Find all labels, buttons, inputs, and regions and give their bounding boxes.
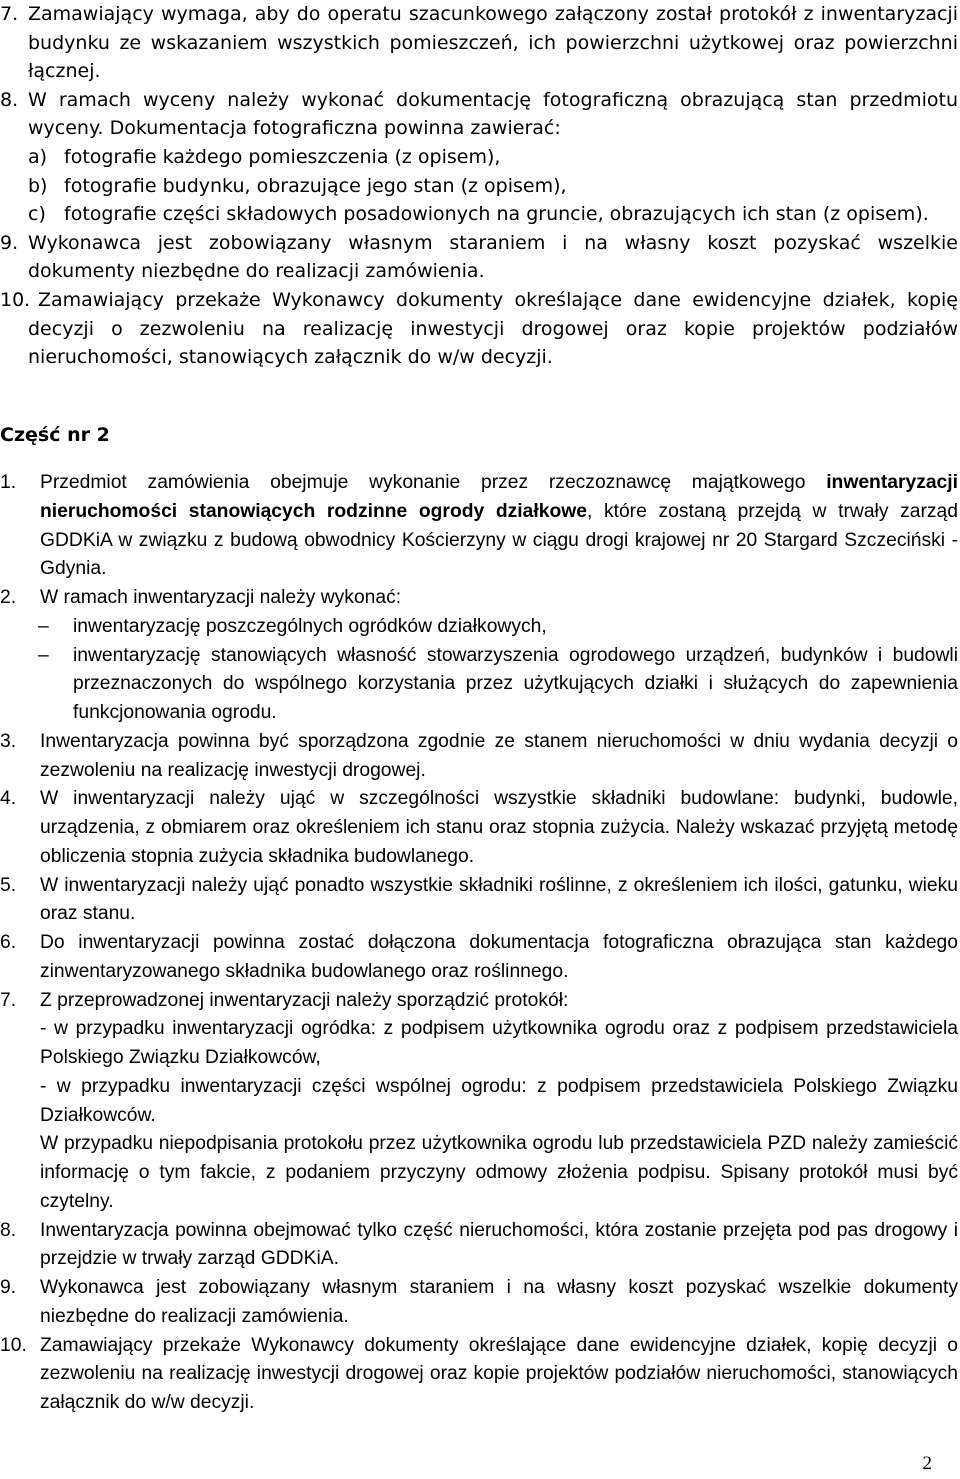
p1-item-8-number: 8. <box>0 88 19 111</box>
p2-item-5-text: W inwentaryzacji należy ująć ponadto wszystkie składniki roślinne, z określeniem ich ilości, gatunku, wieku oraz stanu. <box>40 874 958 925</box>
p2-item-6 <box>0 929 958 987</box>
p2-item-5 <box>0 872 958 930</box>
p2-item-7-number: 7. <box>0 989 17 1011</box>
p2-item-4-number: 4. <box>0 788 17 810</box>
p2-item-2-text: W ramach inwentaryzacji należy wykonać: <box>40 587 402 608</box>
p1-item-10-text: Zamawiający przekaże Wykonawcy dokumenty określające dane ewidencyjne działek, kopię decyzji o zezwoleniu na realizację inwestycji drogowej oraz kopie projektów podziałów nieruchomości, stanowiących załącznik do w/w decyzji. <box>28 288 958 369</box>
dash-mark: – <box>38 615 49 637</box>
part1-section <box>0 0 958 372</box>
p2-item-6-text: Do inwentaryzacji powinna zostać dołączona dokumentacja fotograficzna obrazująca stan każdego zinwentaryzowanego składnika budowlanego oraz roślinnego. <box>40 932 958 982</box>
p1-item-8-sub-a <box>0 143 958 172</box>
p2-item-9-text: Wykonawca jest zobowiązany własnym staraniem i na własny koszt pozyskać wszelkie dokumenty niezbędne do realizacji zamówienia. <box>40 1277 958 1327</box>
p2-item-7-line-1-text: - w przypadku inwentaryzacji ogródka: z podpisem użytkownika ogrodu oraz z podpisem przedstawiciela Polskiego Związku Działkowców, <box>40 1018 958 1068</box>
p2-item-1-text-a: Przedmiot zamówienia obejmuje wykonanie przez rzeczoznawcę majątkowego <box>40 472 806 493</box>
p1-item-8 <box>0 86 958 143</box>
p1-item-10 <box>0 286 958 372</box>
p2-item-7 <box>0 987 958 1016</box>
p2-item-9 <box>0 1274 958 1332</box>
p1-item-8-sub-c <box>0 200 958 229</box>
p2-item-7-text: Z przeprowadzonej inwentaryzacji należy sporządzić protokół: <box>40 989 569 1011</box>
p1-item-7 <box>0 0 958 86</box>
p2-item-1-number: 1. <box>0 472 17 493</box>
p2-item-5-number: 5. <box>0 874 17 896</box>
dash-mark: – <box>38 644 49 666</box>
p1-item-7-text: Zamawiający wymaga, aby do operatu szacunkowego załączony został protokół z inwentaryzacji budynku ze wskazaniem wszystkich pomieszczeń, ich powierzchni użytkowej oraz powierzchni łącznej. <box>28 3 958 83</box>
p2-item-10-text: Zamawiający przekaże Wykonawcy dokumenty określające dane ewidencyjne działek, kopię decyzji o zezwoleniu na realizację inwestycji drogowej oraz kopie projektów podziałów nieruchomości, stanowiących załącznik do w/w decyzji. <box>40 1334 958 1413</box>
p1-item-8-text: W ramach wyceny należy wykonać dokumentację fotograficzną obrazującą stan przedmiotu wyceny. Dokumentacja fotograficzna powinna zawierać: <box>28 88 958 140</box>
p2-item-6-number: 6. <box>0 932 17 953</box>
p2-item-7-line-3 <box>0 1130 958 1216</box>
p2-item-4 <box>0 785 958 871</box>
p1-sub-b-label: b) <box>28 174 48 197</box>
page-number: 2 <box>922 1453 932 1474</box>
p1-sub-c-text: fotografie części składowych posadowionych na gruncie, obrazujących ich stan (z opisem). <box>64 203 929 226</box>
p2-item-2-number: 2. <box>0 587 17 608</box>
p2-item-2-dash-1 <box>0 613 958 642</box>
p2-item-7-line-1 <box>0 1015 958 1073</box>
p1-item-8-sub-b <box>0 172 958 201</box>
p2-item-3-number: 3. <box>0 730 17 752</box>
p1-item-7-number: 7. <box>0 3 19 25</box>
p2-dash-2-text: inwentaryzację stanowiących własność stowarzyszenia ogrodowego urządzeń, budynków i budowli przeznaczonych do wspólnego korzystania przez użytkujących działki i służących do zapewnienia funkcjonowania ogrodu. <box>73 644 958 723</box>
p1-sub-b-text: fotografie budynku, obrazujące jego stan (z opisem), <box>64 174 567 197</box>
p2-item-9-number: 9. <box>0 1277 17 1298</box>
p1-item-9 <box>0 229 958 286</box>
p2-item-1-text-bold: inwentaryzacji nieruchomości stanowiących rodzinne ogrody działkowe <box>40 472 958 522</box>
p2-item-1 <box>0 469 958 584</box>
p2-dash-1-text: inwentaryzację poszczególnych ogródków działkowych, <box>73 615 547 637</box>
part2-heading: Część nr 2 <box>0 424 110 446</box>
p2-item-8-text: Inwentaryzacja powinna obejmować tylko część nieruchomości, która zostanie przejęta pod pas drogowy i przejdzie w trwały zarząd GDDKiA. <box>40 1219 958 1270</box>
p1-item-9-number: 9. <box>0 231 19 254</box>
p2-item-3-text: Inwentaryzacja powinna być sporządzona zgodnie ze stanem nieruchomości w dniu wydania decyzji o zezwoleniu na realizację inwestycji drogowej. <box>40 730 958 781</box>
p1-sub-a-label: a) <box>28 145 48 168</box>
p2-item-7-line-2 <box>0 1073 958 1131</box>
p1-item-9-text: Wykonawca jest zobowiązany własnym staraniem i na własny koszt pozyskać wszelkie dokumenty niezbędne do realizacji zamówienia. <box>28 231 958 283</box>
p2-item-8-number: 8. <box>0 1219 17 1241</box>
p1-sub-c-label: c) <box>28 203 46 226</box>
p2-item-2-dash-2 <box>0 642 958 728</box>
p2-item-7-line-3-text: W przypadku niepodpisania protokołu przez użytkownika ogrodu lub przedstawiciela PZD należy zamieścić informację o tym fakcie, z podaniem przyczyny odmowy złożenia podpisu. Spisany protokół musi być czytelny. <box>40 1133 958 1212</box>
p2-item-3 <box>0 728 958 786</box>
p2-item-10-number: 10. <box>0 1334 27 1356</box>
part2-section <box>0 469 958 1418</box>
p2-item-10 <box>0 1332 958 1418</box>
p2-item-4-text: W inwentaryzacji należy ująć w szczególności wszystkie składniki budowlane: budynki, budowle, urządzenia, z obmiarem oraz określeniem ich stanu oraz stopnia zużycia. Należy wskazać przyjętą metodę obliczenia stopnia zużycia składnika budowlanego. <box>40 788 958 867</box>
p2-item-8 <box>0 1217 958 1275</box>
p1-item-10-number: 10. <box>0 288 31 311</box>
p1-sub-a-text: fotografie każdego pomieszczenia (z opisem), <box>64 145 501 168</box>
p2-item-2 <box>0 584 958 613</box>
p2-item-1-text-b: , które zostaną przejdą w trwały zarząd GDDKiA w związku z budową obwodnicy Kościerzyny w ciągu drogi krajowej nr 20 Stargard Szczeciński - Gdynia. <box>40 500 958 580</box>
p2-item-7-line-2-text: - w przypadku inwentaryzacji części wspólnej ogrodu: z podpisem przedstawiciela Polskiego Związku Działkowców. <box>40 1075 958 1126</box>
